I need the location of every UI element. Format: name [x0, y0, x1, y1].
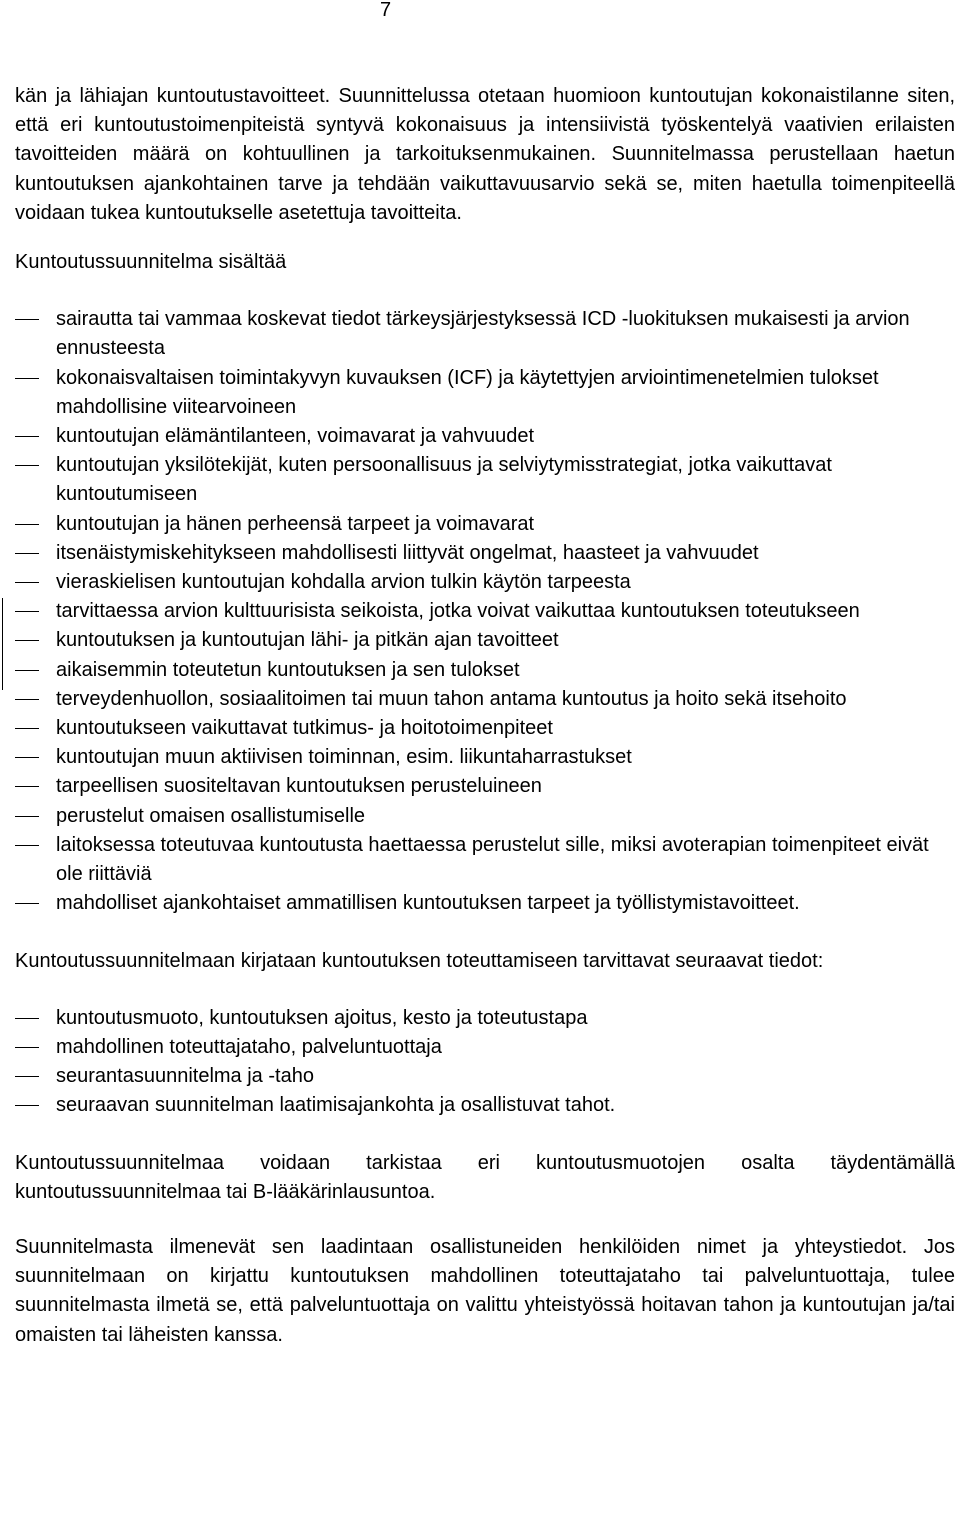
content-list [15, 305, 955, 918]
list-item [15, 685, 955, 714]
list-item [15, 1091, 955, 1120]
dash-bullet-icon [15, 1018, 39, 1019]
list-item [15, 568, 955, 597]
dash-bullet-icon [15, 436, 39, 437]
list-item-text: kuntoutujan muun aktiivisen toiminnan, esim. liikuntaharrastukset [56, 746, 632, 769]
dash-bullet-icon [15, 845, 39, 846]
dash-bullet-icon [15, 903, 39, 904]
list-item-text: seurantasuunnitelma ja -taho [56, 1065, 314, 1088]
list-item-text: kuntoutuksen ja kuntoutujan lähi- ja pitkän ajan tavoitteet [56, 629, 559, 652]
dash-bullet-icon [15, 524, 39, 525]
paragraph-plan-review: Kuntoutussuunnitelmaa voidaan tarkistaa eri kuntoutusmuotojen osalta täydentämällä kuntoutussuunnitelmaa tai B-lääkärinlausuntoa. [15, 1151, 955, 1203]
dash-bullet-icon [15, 1105, 39, 1106]
list-item [15, 1004, 955, 1033]
list-item-text: laitoksessa toteutuvaa kuntoutusta haettaessa perustelut sille, miksi avoterapian toimenpiteet eivät ole riittäviä [56, 833, 929, 886]
dash-bullet-icon [15, 1076, 39, 1077]
list-item-text: aikaisemmin toteutetun kuntoutuksen ja sen tulokset [56, 658, 520, 681]
list-item [15, 831, 955, 889]
list-item [15, 510, 955, 539]
paragraph-required-info: Kuntoutussuunnitelmaan kirjataan kuntoutuksen toteuttamiseen tarvittavat seuraavat tiedot: [15, 950, 824, 973]
dash-bullet-icon [15, 378, 39, 379]
list-item [15, 714, 955, 743]
list-item [15, 451, 955, 509]
dash-bullet-icon [15, 553, 39, 554]
list-item [15, 889, 955, 918]
list-item [15, 656, 955, 685]
list-item-text: perustelut omaisen osallistumiselle [56, 804, 366, 827]
list-item-text: vieraskielisen kuntoutujan kohdalla arvion tulkin käytön tarpeesta [56, 571, 631, 594]
dash-bullet-icon [15, 319, 39, 320]
dash-bullet-icon [15, 1047, 39, 1048]
list-item [15, 626, 955, 655]
list-item-text: itsenäistymiskehitykseen mahdollisesti liittyvät ongelmat, haasteet ja vahvuudet [56, 541, 759, 564]
list-item-text: tarpeellisen suositeltavan kuntoutuksen perusteluineen [56, 775, 542, 798]
list-item-text: kokonaisvaltaisen toimintakyvyn kuvauksen (ICF) ja käytettyjen arviointimenetelmien tulokset mahdollisine viitearvoineen [56, 366, 879, 418]
dash-bullet-icon [15, 816, 39, 817]
list-item [15, 1033, 955, 1062]
page-number: 7 [380, 0, 392, 21]
dash-bullet-icon [15, 611, 39, 612]
dash-bullet-icon [15, 786, 39, 787]
list-item-text: terveydenhuollon, sosiaalitoimen tai muun tahon antama kuntoutus ja hoito sekä itsehoito [56, 687, 847, 710]
list-item [15, 802, 955, 831]
dash-bullet-icon [15, 582, 39, 583]
list-item-text: kuntoutujan yksilötekijät, kuten persoonallisuus ja selviytymisstrategiat, jotka vaikuttavat kuntoutumiseen [56, 454, 832, 506]
intro-paragraph: kän ja lähiajan kuntoutustavoitteet. Suunnittelussa otetaan huomioon kuntoutujan kokonaistilanne siten, että eri kuntoutustoimenpiteistä syntyvä kokonaisuus ja intensiivistä työskentelyä vaativien erilaisten tavoitteiden määrä on kohtuullinen ja tarkoituksenmukainen. Suunnitelmassa perustellaan haetun kuntoutuksen ajankohtainen tarve ja tehdään vaikuttavuusarvio sekä se, miten haetulla toimenpiteellä voidaan tukea kuntoutukselle asetettuja tavoitteita. [15, 85, 955, 224]
list-item-text: sairautta tai vammaa koskevat tiedot tärkeysjärjestyksessä ICD -luokituksen mukaisesti ja arvion ennusteesta [56, 308, 910, 360]
list-item [15, 1062, 955, 1091]
required-info-list [15, 1004, 955, 1121]
list-item-text: kuntoutukseen vaikuttavat tutkimus- ja hoitotoimenpiteet [56, 717, 553, 740]
paragraph-participants: Suunnitelmasta ilmenevät sen laadintaan osallistuneiden henkilöiden nimet ja yhteystiedot. Jos suunnitelmaan on kirjattu kuntoutuksen mahdollinen toteuttajataho tai palveluntuottaja, tulee suunnitelmasta ilmetä se, että palveluntuottaja on valittu yhteistyössä hoitavan tahon ja kuntoutujan ja/tai omaisten tai läheisten kanssa. [15, 1235, 955, 1346]
list-item [15, 597, 955, 626]
list-item [15, 422, 955, 451]
list-item-text: seuraavan suunnitelman laatimisajankohta ja osallistuvat tahot. [56, 1094, 616, 1117]
list-item-text: tarvittaessa arvion kulttuurisista seikoista, jotka voivat vaikuttaa kuntoutuksen toteutukseen [56, 600, 860, 623]
dash-bullet-icon [15, 757, 39, 758]
list-item-text: kuntoutujan elämäntilanteen, voimavarat ja vahvuudet [56, 425, 535, 448]
list-item [15, 539, 955, 568]
list-item [15, 772, 955, 801]
dash-bullet-icon [15, 670, 39, 671]
dash-bullet-icon [15, 640, 39, 641]
list-item [15, 364, 955, 422]
list-item-text: mahdollinen toteuttajataho, palveluntuottaja [56, 1035, 442, 1058]
dash-bullet-icon [15, 728, 39, 729]
dash-bullet-icon [15, 465, 39, 466]
revision-change-bar [2, 598, 3, 690]
list-item-text: kuntoutujan ja hänen perheensä tarpeet ja voimavarat [56, 512, 535, 535]
list-item-text: mahdolliset ajankohtaiset ammatillisen kuntoutuksen tarpeet ja työllistymistavoitteet. [56, 892, 800, 915]
list-item [15, 743, 955, 772]
dash-bullet-icon [15, 699, 39, 700]
list-item [15, 305, 955, 363]
list1-heading: Kuntoutussuunnitelma sisältää [15, 251, 287, 274]
list-item-text: kuntoutusmuoto, kuntoutuksen ajoitus, kesto ja toteutustapa [56, 1006, 588, 1029]
document-body [15, 82, 955, 1350]
